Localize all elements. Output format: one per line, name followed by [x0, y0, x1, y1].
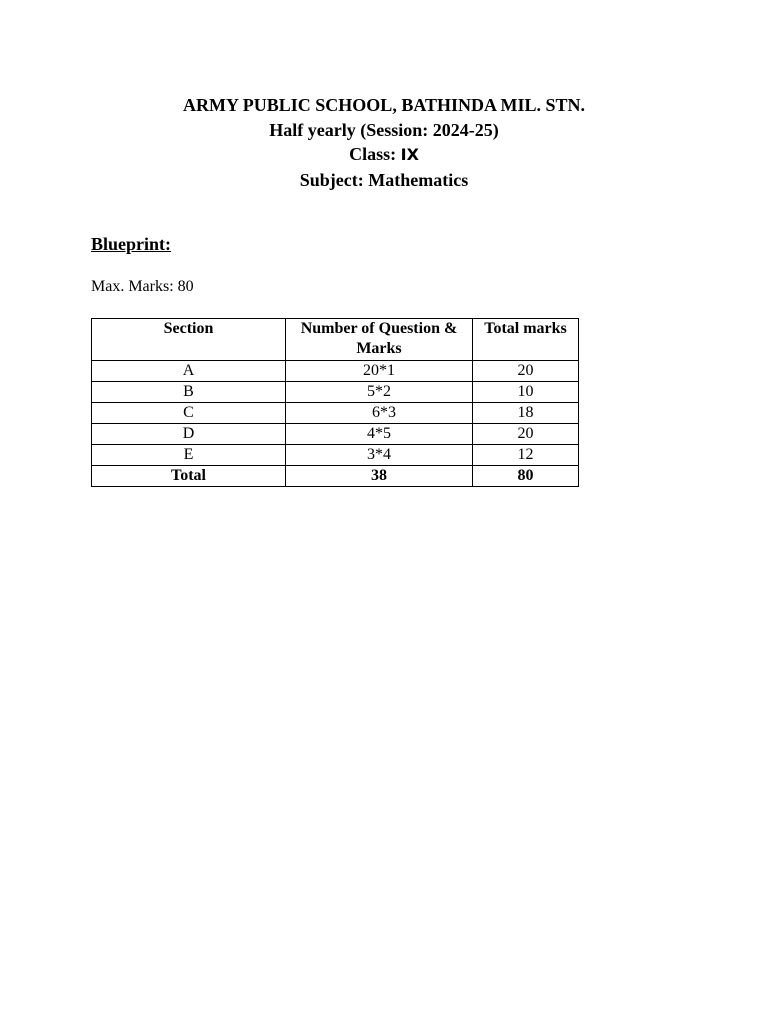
cell-section: D	[92, 424, 286, 445]
school-name: ARMY PUBLIC SCHOOL, BATHINDA MIL. STN.	[182, 95, 586, 115]
table-row	[92, 361, 579, 382]
header-section: Section	[92, 319, 286, 361]
table-row	[92, 445, 579, 466]
exam-title: Half yearly (Session: 2024-25)	[269, 119, 499, 140]
cell-section: A	[92, 361, 286, 382]
table-header-row	[92, 319, 579, 361]
cell-question-marks: 5*2	[286, 382, 473, 403]
cell-total-marks: 20	[473, 361, 579, 382]
cell-section: C	[92, 403, 286, 424]
cell-section: E	[92, 445, 286, 466]
header-total-marks: Total marks	[473, 319, 579, 361]
cell-question-marks: 4*5	[286, 424, 473, 445]
header-question-marks: Number of Question & Marks	[286, 319, 473, 361]
cell-question-marks: 3*4	[286, 445, 473, 466]
total-questions: 38	[286, 466, 473, 487]
total-label: Total	[92, 466, 286, 487]
max-marks: Max. Marks: 80	[91, 278, 194, 295]
cell-total-marks: 18	[473, 403, 579, 424]
cell-total-marks: 20	[473, 424, 579, 445]
subject-line: Subject: Mathematics	[299, 169, 469, 190]
table-row	[92, 403, 579, 424]
cell-question-marks: 6*3	[286, 403, 473, 424]
class-value: IX	[400, 145, 419, 164]
class-line	[0, 142, 768, 168]
document-header	[0, 93, 768, 192]
cell-total-marks: 10	[473, 382, 579, 403]
cell-total-marks: 12	[473, 445, 579, 466]
class-label: Class:	[349, 144, 401, 164]
cell-section: B	[92, 382, 286, 403]
cell-question-marks: 20*1	[286, 361, 473, 382]
blueprint-table	[91, 318, 579, 487]
total-marks: 80	[473, 466, 579, 487]
table-row	[92, 382, 579, 403]
blueprint-heading: Blueprint:	[91, 234, 172, 254]
table-total-row	[92, 466, 579, 487]
table-row	[92, 424, 579, 445]
